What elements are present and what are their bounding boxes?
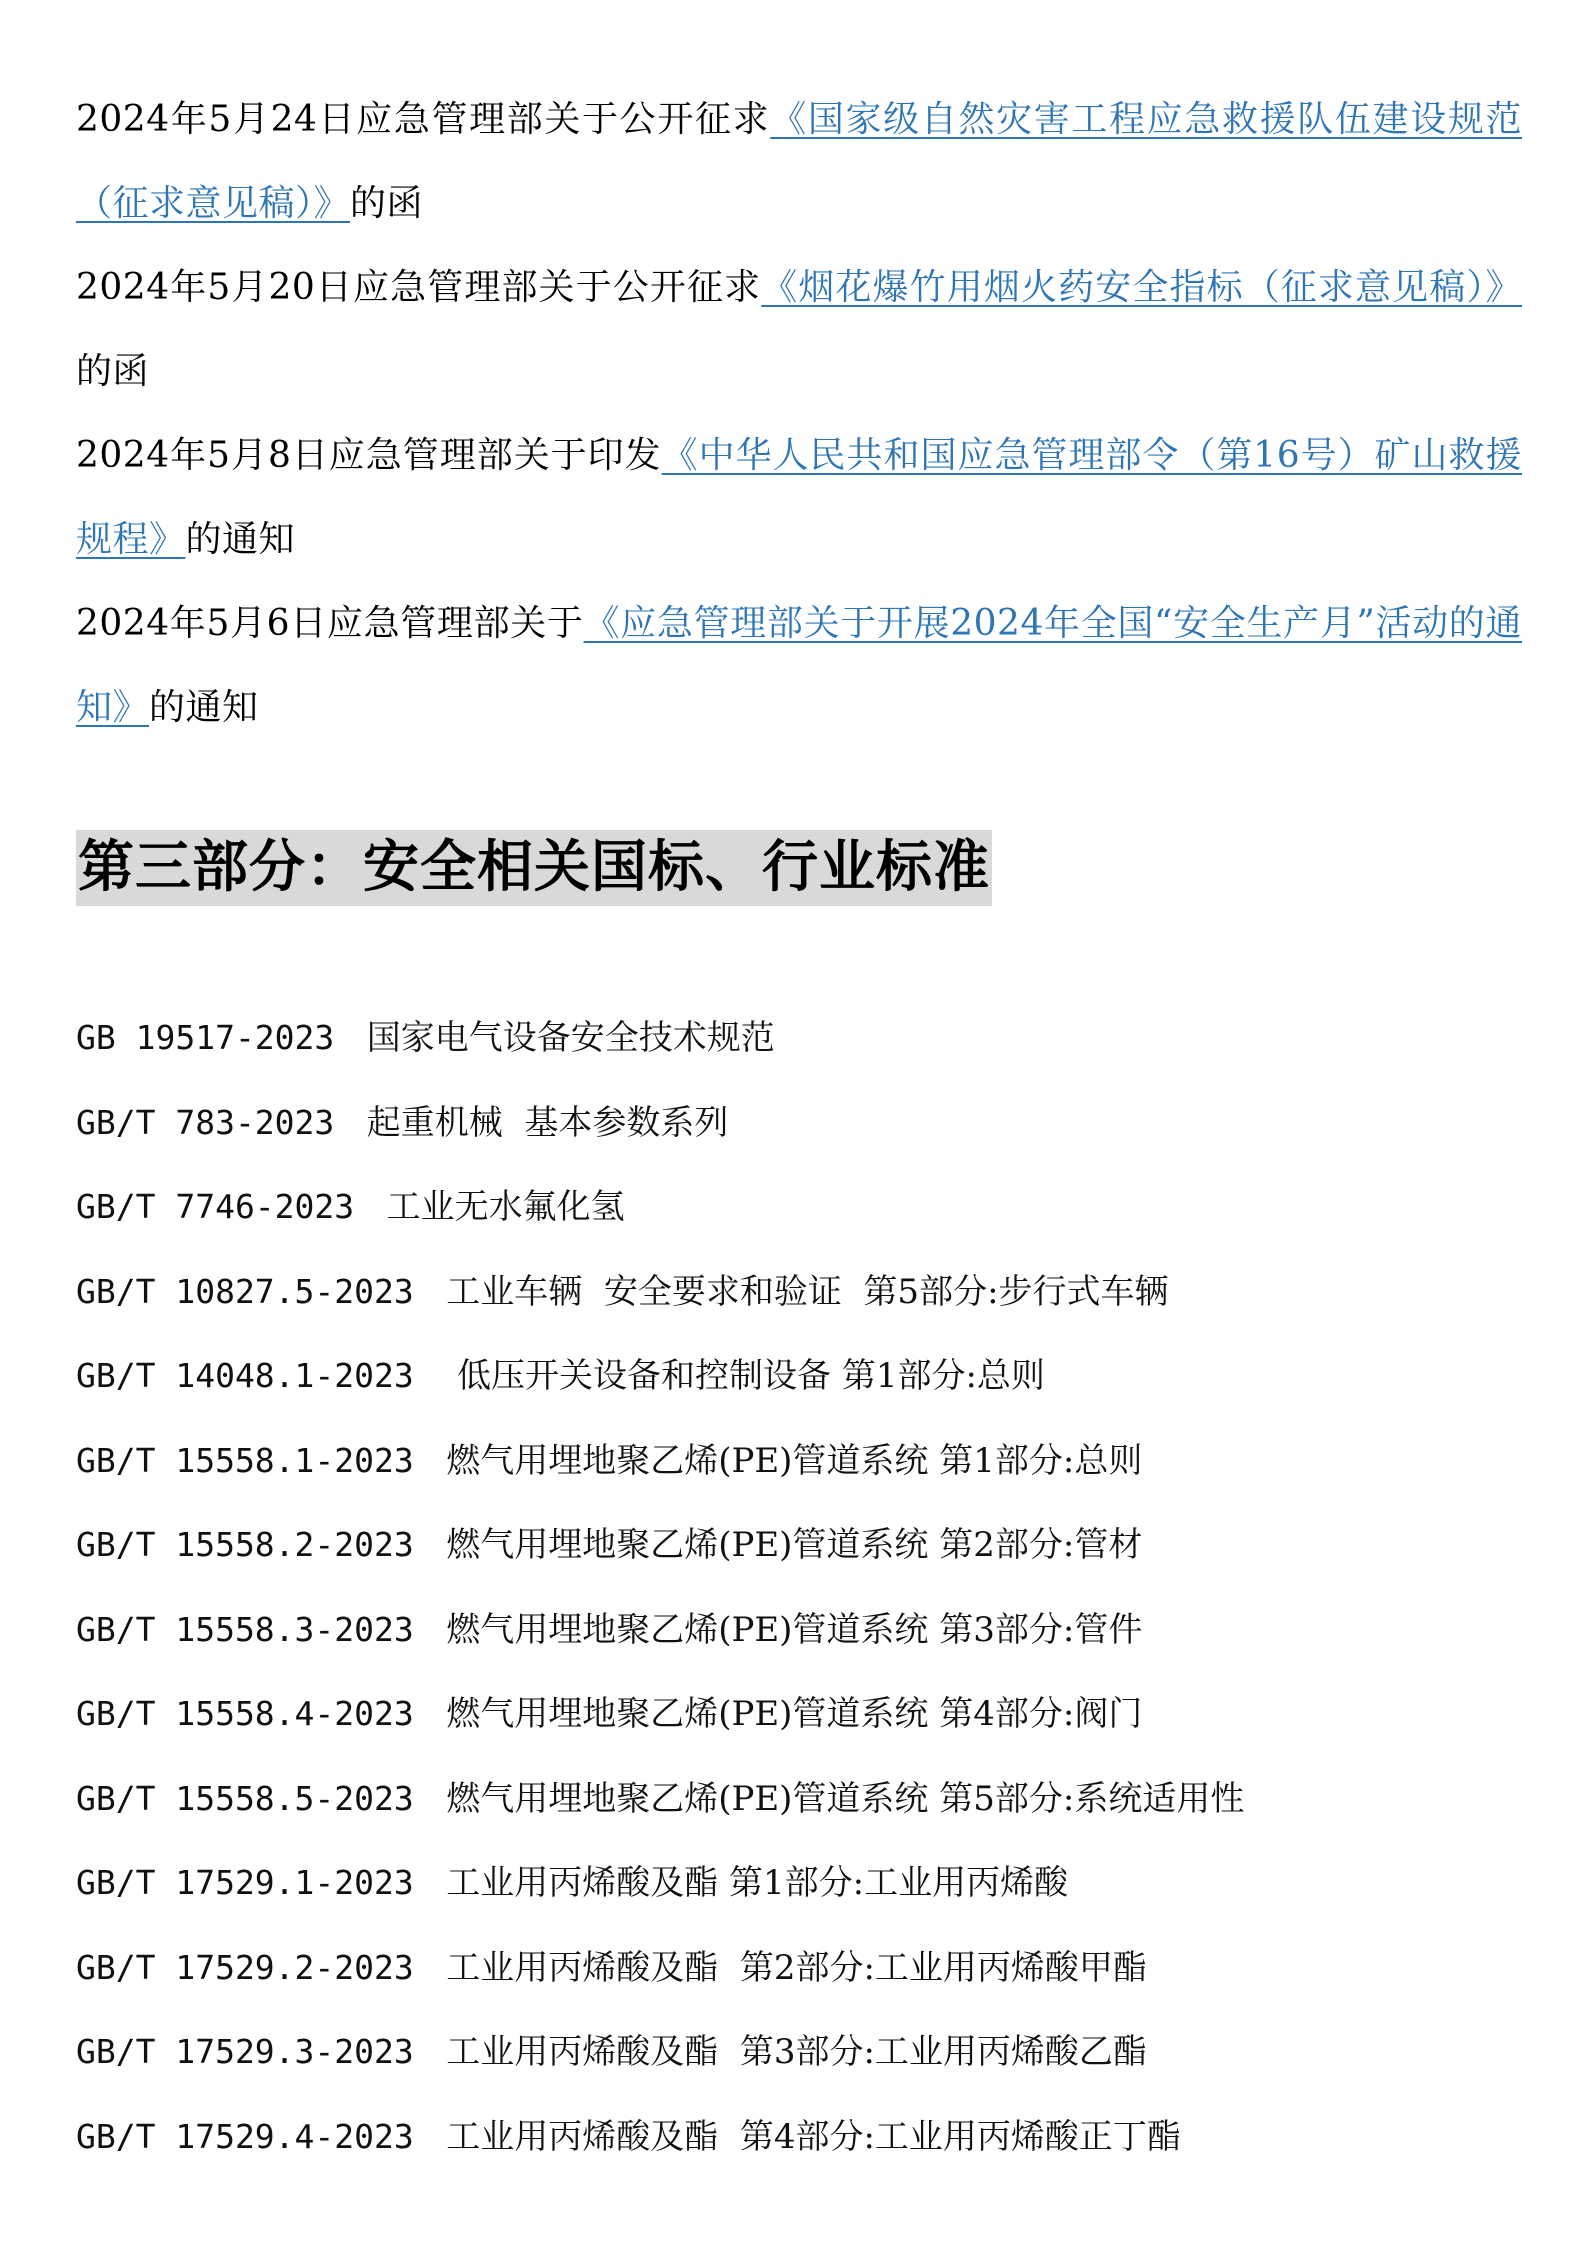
notice-item <box>76 582 1522 750</box>
standard-item <box>76 1081 1522 1166</box>
standard-title: 工业用丙烯酸及酯 第1部分:工业用丙烯酸 <box>446 1863 1069 1903</box>
standard-title: 起重机械 基本参数系列 <box>366 1102 729 1143</box>
standards-list <box>76 996 1522 2179</box>
standard-item <box>76 1926 1522 2011</box>
standard-item <box>76 1841 1522 1926</box>
standard-item <box>76 996 1522 1081</box>
standard-item <box>76 2010 1522 2095</box>
standard-title: 工业无水氟化氢 <box>386 1187 625 1227</box>
standard-item <box>76 2095 1522 2180</box>
standard-title: 燃气用埋地聚乙烯(PE)管道系统 第4部分:阀门 <box>446 1694 1143 1734</box>
standard-code: GB/T 15558.4-2023 <box>76 1694 414 1733</box>
standard-code: GB/T 17529.1-2023 <box>76 1863 414 1902</box>
standard-item <box>76 1334 1522 1419</box>
standard-code: GB/T 14048.1-2023 <box>76 1356 414 1395</box>
standard-item <box>76 1757 1522 1842</box>
notice-prefix: 2024年5月24日应急管理部关于公开征求 <box>76 99 771 140</box>
standard-title: 燃气用埋地聚乙烯(PE)管道系统 第1部分:总则 <box>446 1440 1143 1481</box>
standard-code: GB/T 15558.1-2023 <box>76 1440 414 1480</box>
standard-title: 低压开关设备和控制设备 第1部分:总则 <box>446 1356 1045 1396</box>
standard-code: GB/T 10827.5-2023 <box>76 1271 414 1311</box>
notice-item <box>76 414 1522 582</box>
standard-item <box>76 1672 1522 1757</box>
standard-code: GB/T 7746-2023 <box>76 1187 355 1226</box>
standard-code: GB/T 17529.2-2023 <box>76 1947 414 1987</box>
standard-title: 国家电气设备安全技术规范 <box>366 1018 775 1058</box>
standard-code: GB/T 783-2023 <box>76 1102 335 1142</box>
standard-title: 燃气用埋地聚乙烯(PE)管道系统 第5部分:系统适用性 <box>446 1778 1245 1819</box>
standard-item <box>76 1250 1522 1335</box>
notice-prefix: 2024年5月6日应急管理部关于 <box>76 603 584 644</box>
standard-title: 工业车辆 安全要求和验证 第5部分:步行式车辆 <box>446 1271 1169 1312</box>
standard-title: 工业用丙烯酸及酯 第3部分:工业用丙烯酸乙酯 <box>446 2032 1147 2072</box>
standard-code: GB/T 15558.2-2023 <box>76 1525 414 1564</box>
notice-link[interactable]: 《烟花爆竹用烟火药安全指标（征求意见稿）》 <box>761 267 1522 308</box>
notice-link[interactable]: 《中华人民共和国应急管理部令（第16号）矿山救援规程》 <box>76 435 1522 560</box>
standard-code: GB/T 17529.4-2023 <box>76 2116 414 2156</box>
notice-link[interactable]: 《国家级自然灾害工程应急救援队伍建设规范（征求意见稿）》 <box>76 99 1522 224</box>
notice-suffix: 的函 <box>350 183 424 224</box>
standard-code: GB/T 15558.5-2023 <box>76 1778 414 1818</box>
notice-prefix: 2024年5月8日应急管理部关于印发 <box>76 435 662 476</box>
notice-suffix: 的通知 <box>185 519 296 560</box>
notice-item <box>76 78 1522 246</box>
standard-code: GB/T 17529.3-2023 <box>76 2032 414 2071</box>
standard-title: 工业用丙烯酸及酯 第2部分:工业用丙烯酸甲酯 <box>446 1947 1147 1988</box>
standard-title: 燃气用埋地聚乙烯(PE)管道系统 第2部分:管材 <box>446 1525 1143 1565</box>
section-heading: 第三部分：安全相关国标、行业标准 <box>76 830 992 906</box>
notice-item <box>76 246 1522 414</box>
notice-link[interactable]: 《应急管理部关于开展2024年全国“安全生产月”活动的通知》 <box>76 603 1522 728</box>
notice-prefix: 2024年5月20日应急管理部关于公开征求 <box>76 267 762 308</box>
standard-code: GB/T 15558.3-2023 <box>76 1609 414 1649</box>
standard-item <box>76 1419 1522 1504</box>
standard-title: 工业用丙烯酸及酯 第4部分:工业用丙烯酸正丁酯 <box>446 2116 1181 2157</box>
standard-item <box>76 1165 1522 1250</box>
standard-item <box>76 1588 1522 1673</box>
notice-suffix: 的通知 <box>149 687 259 728</box>
notice-suffix: 的函 <box>76 351 150 392</box>
standard-title: 燃气用埋地聚乙烯(PE)管道系统 第3部分:管件 <box>446 1609 1143 1650</box>
standard-item <box>76 1503 1522 1588</box>
notice-list <box>76 78 1522 750</box>
standard-code: GB 19517-2023 <box>76 1018 335 1057</box>
